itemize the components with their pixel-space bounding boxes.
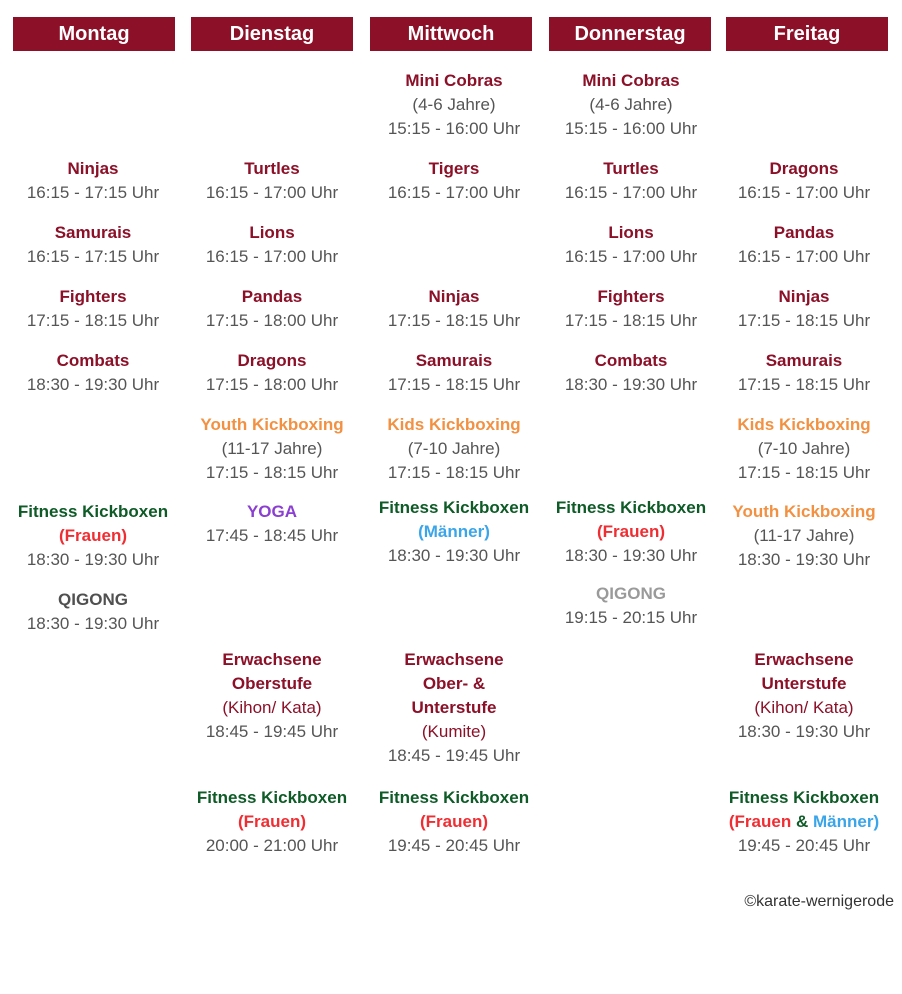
- class-age: (11-17 Jahre): [221, 439, 323, 458]
- class-entry: [0, 285, 186, 333]
- class-name: Dragons: [237, 351, 307, 370]
- class-name: Ninjas: [778, 287, 830, 306]
- class-name: Turtles: [244, 159, 300, 178]
- class-name: Kids Kickboxing: [387, 415, 521, 434]
- class-time: 15:15 - 16:00 Uhr: [387, 119, 521, 138]
- class-group-maenner: Männer): [812, 812, 880, 831]
- class-name-line3: Unterstufe: [411, 698, 497, 717]
- header-freitag: Freitag: [726, 17, 888, 51]
- class-group: (Frauen): [59, 526, 127, 545]
- class-name: Youth Kickboxing: [200, 415, 344, 434]
- class-name: YOGA: [246, 502, 298, 521]
- class-entry: [364, 285, 544, 333]
- class-entry: [542, 496, 720, 568]
- class-name: Erwachsene: [404, 650, 504, 669]
- class-entry: [716, 648, 892, 744]
- class-entry: [186, 349, 358, 397]
- class-name: Combats: [594, 351, 668, 370]
- class-age: (7-10 Jahre): [757, 439, 851, 458]
- class-age: (11-17 Jahre): [753, 526, 855, 545]
- class-entry: [0, 588, 186, 636]
- class-entry: [186, 285, 358, 333]
- class-group-frauen: (Frauen: [728, 812, 792, 831]
- class-subtitle: (Kumite): [421, 722, 487, 741]
- class-entry: [716, 413, 892, 485]
- class-time: 18:45 - 19:45 Uhr: [205, 722, 339, 741]
- class-time: 18:30 - 19:30 Uhr: [737, 550, 871, 569]
- class-time: 16:15 - 17:00 Uhr: [205, 247, 339, 266]
- class-name: Combats: [56, 351, 130, 370]
- class-entry: [186, 157, 358, 205]
- class-name: Kids Kickboxing: [737, 415, 871, 434]
- class-time: 16:15 - 17:00 Uhr: [387, 183, 521, 202]
- class-entry: [186, 221, 358, 269]
- class-time: 16:15 - 17:00 Uhr: [737, 247, 871, 266]
- class-entry: [542, 285, 720, 333]
- class-entry: [364, 496, 544, 568]
- class-entry: [364, 69, 544, 141]
- class-entry: [716, 285, 892, 333]
- class-time: 18:30 - 19:30 Uhr: [26, 614, 160, 633]
- class-group: (Frauen): [420, 812, 488, 831]
- class-time: 17:15 - 18:15 Uhr: [737, 463, 871, 482]
- class-age: (4-6 Jahre): [589, 95, 673, 114]
- class-time: 17:15 - 18:15 Uhr: [205, 463, 339, 482]
- class-time: 16:15 - 17:15 Uhr: [26, 183, 160, 202]
- class-entry: [364, 413, 544, 485]
- class-entry: [364, 648, 544, 768]
- class-entry: [716, 500, 892, 572]
- class-name: QIGONG: [58, 590, 128, 609]
- class-subtitle: (Kihon/ Kata): [754, 698, 854, 717]
- class-name: Fighters: [597, 287, 665, 306]
- class-name: Youth Kickboxing: [732, 502, 876, 521]
- class-entry: [542, 221, 720, 269]
- class-entry: [542, 582, 720, 630]
- class-name: Dragons: [769, 159, 839, 178]
- class-entry: [0, 349, 186, 397]
- class-entry: [716, 221, 892, 269]
- class-name: Tigers: [428, 159, 480, 178]
- class-name: Fitness Kickboxen: [378, 498, 530, 517]
- class-time: 18:30 - 19:30 Uhr: [387, 546, 521, 565]
- class-name-line2: Ober- &: [422, 674, 486, 693]
- class-name: Turtles: [603, 159, 659, 178]
- class-group: (Männer): [418, 522, 490, 541]
- class-group: [716, 810, 892, 834]
- class-name: Fitness Kickboxen: [378, 788, 530, 807]
- class-entry: [186, 500, 358, 548]
- class-group-ampersand: &: [795, 812, 809, 831]
- class-name: Erwachsene: [222, 650, 322, 669]
- class-name: Fighters: [59, 287, 127, 306]
- class-time: 16:15 - 17:00 Uhr: [564, 247, 698, 266]
- class-time: 17:15 - 18:00 Uhr: [205, 311, 339, 330]
- class-name: Lions: [608, 223, 654, 242]
- class-entry: [364, 786, 544, 858]
- class-group: (Frauen): [238, 812, 306, 831]
- class-entry: [186, 413, 358, 485]
- class-name: Fitness Kickboxen: [196, 788, 348, 807]
- header-mittwoch: Mittwoch: [370, 17, 532, 51]
- class-name: Samurais: [765, 351, 843, 370]
- class-time: 18:30 - 19:30 Uhr: [564, 375, 698, 394]
- class-name: Erwachsene: [754, 650, 854, 669]
- class-entry: [0, 221, 186, 269]
- class-time: 18:45 - 19:45 Uhr: [387, 746, 521, 765]
- class-time: 18:30 - 19:30 Uhr: [26, 375, 160, 394]
- class-entry: [716, 786, 892, 858]
- class-time: 17:15 - 18:15 Uhr: [737, 311, 871, 330]
- class-name: Samurais: [54, 223, 132, 242]
- class-name: Mini Cobras: [582, 71, 680, 90]
- class-name: Pandas: [241, 287, 303, 306]
- class-name: Ninjas: [67, 159, 119, 178]
- class-age: (4-6 Jahre): [412, 95, 496, 114]
- class-entry: [716, 157, 892, 205]
- class-time: 17:15 - 18:15 Uhr: [26, 311, 160, 330]
- class-time: 17:15 - 18:15 Uhr: [387, 463, 521, 482]
- class-time: 17:15 - 18:15 Uhr: [387, 375, 521, 394]
- class-name: Fitness Kickboxen: [728, 788, 880, 807]
- class-name: Mini Cobras: [405, 71, 503, 90]
- class-entry: [542, 349, 720, 397]
- class-time: 16:15 - 17:00 Uhr: [205, 183, 339, 202]
- class-name: Pandas: [773, 223, 835, 242]
- class-time: 19:45 - 20:45 Uhr: [387, 836, 521, 855]
- class-subtitle: (Kihon/ Kata): [222, 698, 322, 717]
- class-name-line2: Oberstufe: [231, 674, 313, 693]
- class-time: 18:30 - 19:30 Uhr: [26, 550, 160, 569]
- class-time: 20:00 - 21:00 Uhr: [205, 836, 339, 855]
- class-entry: [186, 648, 358, 744]
- class-time: 15:15 - 16:00 Uhr: [564, 119, 698, 138]
- class-time: 17:45 - 18:45 Uhr: [205, 526, 339, 545]
- header-montag: Montag: [13, 17, 175, 51]
- class-time: 17:15 - 18:15 Uhr: [737, 375, 871, 394]
- class-age: (7-10 Jahre): [407, 439, 501, 458]
- class-time: 18:30 - 19:30 Uhr: [737, 722, 871, 741]
- class-time: 17:15 - 18:15 Uhr: [564, 311, 698, 330]
- class-time: 17:15 - 18:15 Uhr: [387, 311, 521, 330]
- class-name: Ninjas: [428, 287, 480, 306]
- class-name: QIGONG: [596, 584, 666, 603]
- class-entry: [542, 69, 720, 141]
- class-entry: [716, 349, 892, 397]
- class-entry: [186, 786, 358, 858]
- class-entry: [364, 349, 544, 397]
- class-name: Fitness Kickboxen: [555, 498, 707, 517]
- class-name: Fitness Kickboxen: [17, 502, 169, 521]
- header-dienstag: Dienstag: [191, 17, 353, 51]
- copyright-notice: ©karate-wernigerode: [744, 893, 894, 910]
- class-time: 16:15 - 17:00 Uhr: [737, 183, 871, 202]
- class-time: 19:45 - 20:45 Uhr: [737, 836, 871, 855]
- class-time: 17:15 - 18:00 Uhr: [205, 375, 339, 394]
- header-donnerstag: Donnerstag: [549, 17, 711, 51]
- class-time: 16:15 - 17:00 Uhr: [564, 183, 698, 202]
- class-time: 16:15 - 17:15 Uhr: [26, 247, 160, 266]
- class-group: (Frauen): [597, 522, 665, 541]
- class-entry: [0, 500, 186, 572]
- class-entry: [364, 157, 544, 205]
- class-time: 18:30 - 19:30 Uhr: [564, 546, 698, 565]
- class-time: 19:15 - 20:15 Uhr: [564, 608, 698, 627]
- class-entry: [0, 157, 186, 205]
- class-name: Samurais: [415, 351, 493, 370]
- class-name: Lions: [249, 223, 295, 242]
- class-entry: [542, 157, 720, 205]
- class-name-line2: Unterstufe: [761, 674, 847, 693]
